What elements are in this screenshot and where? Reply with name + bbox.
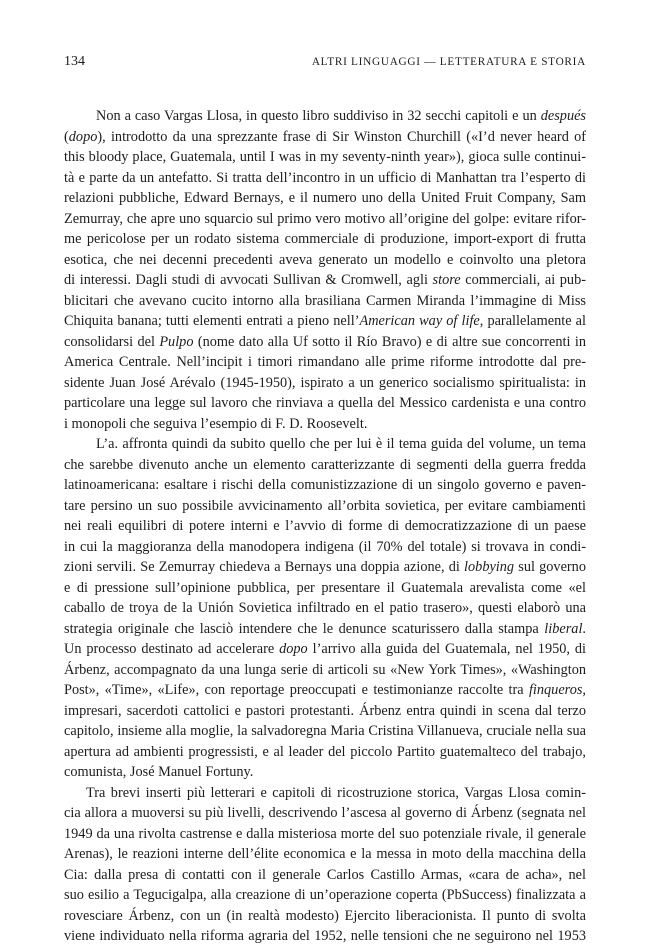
- text-line: Un processo destinato ad accelerare dopo l’arrivo alla guida del Guatemala, nel 1950, di: [64, 641, 587, 657]
- text-line: latinoamericana: esaltare i rischi della comunistizzazione di un singolo governo e paven-: [64, 477, 586, 493]
- text-line: L’a. affronta quindi da subito quello che per lui è il tema guida del volume, un tema: [96, 436, 586, 452]
- text-line: this bloody place, Guatemala, until I was in my seventy-ninth year»), gioca sulle continui-: [64, 149, 586, 165]
- text-line: Zemurray, che apre uno squarcio sul primo vero motivo all’origine del golpe: evitare rifor-: [64, 210, 586, 227]
- text-line: me pericolose per un rodato sistema commerciale di produzione, import-export di frutta: [64, 231, 586, 247]
- text-line: America Centrale. Nell’incipit i timori rimandano alle prime riforme introdotte dal pre-: [64, 354, 586, 370]
- text-line: comunista, José Manuel Fortuny.: [64, 764, 254, 780]
- text-line: Arenas), le reazioni interne dell’élite economica e la messa in moto della macchina della: [64, 846, 586, 862]
- text-line: rovesciare Árbenz, con un (in realtà modesto) Ejercito liberacionista. Il punto di svolta: [64, 907, 586, 924]
- text-line: che sarebbe divenuto anche un elemento caratterizzante di segmenti della guerra fredda: [64, 456, 586, 473]
- text-line: in cui la maggioranza della manodopera indigena (il 70% del totale) si trovava in condi-: [64, 538, 586, 555]
- paragraph: [64, 106, 586, 434]
- text-line: sidente Juan José Arévalo (1945-1950), ispirato a un generico socialismo spiritualista: in: [64, 374, 586, 391]
- text-line: capitolo, insieme alla moglie, la salvadoregna Maria Cristina Villanueva, cruciale nella sua: [64, 723, 586, 739]
- text-line: cia allora a muoversi su più livelli, descrivendo l’ascesa al governo di Árbenz (segnata nel: [64, 805, 586, 821]
- text-line: nei reali equilibri di potere interni e l’avvio di forme di democratizzazione di un paese: [64, 518, 586, 534]
- text-line: Tra brevi inserti più letterari e capitoli di ricostruzione storica, Vargas Llosa comin-: [86, 784, 586, 801]
- text-line: (dopo), introdotto da una sprezzante frase di Sir Winston Churchill («I’d never heard of: [64, 128, 586, 145]
- paragraph: [64, 434, 586, 783]
- running-head: ALTRI LINGUAGGI — LETTERATURA E STORIA: [311, 56, 586, 68]
- text-line: blicitari che avevano cucito intorno alla brasiliana Carmen Miranda l’immagine di Miss: [64, 292, 586, 309]
- text-line: 1949 da una rivolta castrense e dalla misteriosa morte del suo potenziale rivale, il generale: [64, 825, 586, 842]
- paragraph: [64, 783, 586, 947]
- text-line: i monopoli che seguiva l’esempio di F. D. Roosevelt.: [64, 415, 368, 432]
- page-number: 134: [64, 54, 85, 69]
- text-line: zioni servili. Se Zemurray chiedeva a Bernays una doppia azione, di lobbying sul governo: [64, 559, 586, 575]
- text-line: caballo de troya de la Unión Sovietica infiltrado en el patio trasero», questi elaborò una: [64, 600, 586, 616]
- text-line: viene individuato nella riforma agraria del 1952, nelle tensioni che ne seguirono nel 1953: [64, 928, 586, 944]
- text-line: impresari, sacerdoti cattolici e pastori protestanti. Árbenz entra quindi in scena dal terzo: [64, 702, 586, 719]
- text-line: consolidarsi del Pulpo (nome dato alla Uf sotto il Río Bravo) e di altre sue concorrenti in: [64, 333, 586, 350]
- body-text: [64, 106, 586, 947]
- text-line: Non a caso Vargas Llosa, in questo libro suddiviso in 32 secchi capitoli e un después: [96, 108, 586, 124]
- text-line: tare persino un suo possibile avvicinamento all’orbita sovietica, per evitare cambiamenti: [64, 497, 586, 514]
- text-line: Chiquita banana; tutti elementi entrati a pieno nell’American way of life, parallelamente al: [64, 313, 586, 329]
- text-line: apertura ad ambienti progressisti, e al leader del piccolo Partito guatemalteco del trabajo,: [64, 743, 586, 760]
- text-line: suo esilio a Tegucigalpa, alla creazione di un’operazione coperta (PbSuccess) finalizzata a: [64, 887, 586, 903]
- text-line: Árbenz, accompagnato da una lunga serie di articoli su «New York Times», «Washington: [64, 661, 586, 678]
- text-line: di interessi. Dagli studi di avvocati Sullivan & Cromwell, agli store commerciali, ai pub-: [64, 272, 586, 288]
- page-header: [64, 52, 586, 72]
- text-line: strategia originale che lasciò intendere che le denunce scaturissero dalla stampa liberal.: [64, 620, 586, 637]
- text-line: e di pressione sull’opinione pubblica, per presentare il Guatemala arevalista come «el: [64, 579, 586, 596]
- text-line: relazioni pubbliche, Edward Bernays, e il numero uno della United Fruit Company, Sam: [64, 190, 586, 206]
- text-line: Post», «Time», «Life», con reportage preoccupati e testimonianze raccolte tra finqueros,: [64, 682, 586, 698]
- text-line: esotica, che nei decenni precedenti aveva generato un modello e coinvolto una pletora: [64, 251, 586, 268]
- text-line: tà e parte da un antefatto. Si tratta dell’incontro in un ufficio di Manhattan tra l’esperto di: [64, 169, 586, 186]
- text-line: Cia: dalla presa di contatti con il generale Carlos Castillo Armas, «cara de acha», nel: [64, 866, 586, 883]
- text-line: particolare una legge sul lavoro che rinviava a quella del Messico cardenista e una contro: [64, 395, 586, 411]
